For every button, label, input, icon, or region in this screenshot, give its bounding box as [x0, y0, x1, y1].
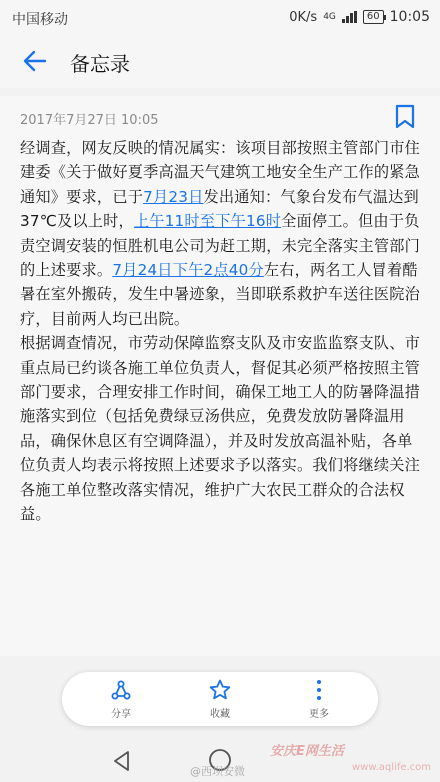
status-icons — [289, 9, 430, 25]
share-icon — [109, 678, 133, 702]
favorite-label: 收藏 — [210, 709, 230, 720]
back-arrow-icon[interactable] — [20, 46, 50, 76]
page-title: 备忘录 — [70, 52, 130, 76]
paragraph-2: 根据调查情况，市劳动保障监察支队及市安监监察支队、市重点局已约谈各施工单位负责人，督促其必须严格按照主管部门要求，合理安排工作时间，确保工地工人的防暑降温措施落实到位（包括免费绿豆汤供应，免费发放防暑降温用品，确保休息区有空调降温），并及时发放高温补贴，各单位负责人均表示将按照上述要求予以落实。我们将继续关注各施工单位整改落实情况，维护广大农民工群众的合法权益。 — [20, 334, 421, 524]
more-button[interactable] — [289, 678, 349, 720]
app-bar — [0, 34, 440, 88]
star-icon — [208, 678, 232, 702]
battery-icon: 60 — [363, 10, 384, 24]
text-segment: 经调查，网友反映的情况属实：该项目部按照主管部门市住建委《关于做好夏季高温天气建筑工地安全生产工作的紧急通知》要求，已于 — [20, 139, 421, 206]
text-segment: 全面停工。但由于负责空调安装的恒胜机电公司为赶工期，未完全落实主管部门的上述要求。 — [20, 212, 421, 280]
nav-back-icon[interactable] — [112, 750, 132, 772]
action-bar — [62, 672, 378, 726]
carrier-name: 中国移动 — [12, 12, 68, 28]
weibo-watermark: @西坝安微 — [190, 765, 245, 778]
bookmark-icon[interactable] — [394, 104, 416, 130]
more-label: 更多 — [309, 709, 329, 720]
share-button[interactable] — [91, 678, 151, 720]
note-content[interactable] — [20, 136, 422, 527]
text-segment: 发出通知：气象台发布气温达到37℃及以上时， — [20, 187, 419, 231]
note-card — [0, 96, 440, 656]
note-date: 2017年7月27日 10:05 — [20, 113, 159, 128]
network-type: 4G — [323, 12, 336, 22]
clock: 10:05 — [389, 9, 430, 25]
status-bar — [0, 0, 440, 34]
brand-watermark: 安庆E网生活 — [270, 744, 344, 759]
favorite-button[interactable] — [190, 678, 250, 720]
date-link-2[interactable]: 7月24日下午2点40分 — [112, 261, 264, 280]
date-link-1[interactable]: 7月23日 — [143, 187, 204, 206]
share-label: 分享 — [111, 709, 131, 720]
paragraph-1 — [20, 136, 422, 331]
signal-icon — [342, 11, 357, 23]
url-watermark: www.aqlife.com — [352, 762, 432, 773]
time-link[interactable]: 上午11时至下午16时 — [133, 212, 282, 231]
network-speed: 0K/s — [289, 9, 318, 25]
text-segment: 左右，两名工人冒着酷暑在室外搬砖，发生中暑迹象，当即联系救护车送往医院治疗，目前两人均已出院。 — [20, 261, 421, 328]
more-vertical-icon — [307, 678, 331, 702]
